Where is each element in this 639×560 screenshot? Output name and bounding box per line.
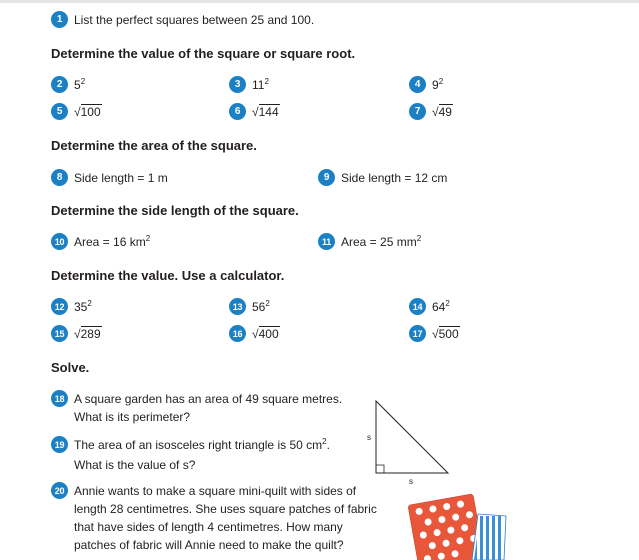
question-text: List the perfect squares between 25 and 100.	[74, 13, 315, 27]
fabric-patches-illustration	[400, 486, 510, 560]
question-number: 7	[409, 103, 426, 120]
question-number: 11	[318, 233, 335, 250]
power-expression	[252, 298, 270, 318]
question-line-text: The area of an isosceles right triangle is 50 cm	[74, 438, 323, 452]
side-label-left: s	[367, 433, 371, 442]
square-root-expression	[252, 325, 280, 343]
question-4	[409, 76, 443, 96]
question-text	[74, 436, 330, 474]
question-8	[51, 169, 168, 187]
question-20	[51, 482, 391, 554]
question-text	[341, 233, 421, 253]
section-heading-side-length: Determine the side length of the square.	[51, 203, 299, 218]
square-root-expression	[432, 103, 453, 121]
base: 64	[432, 300, 446, 314]
radicand: 289	[80, 327, 101, 341]
radical-sign: √	[74, 327, 81, 341]
power-expression	[432, 76, 443, 96]
square-root-expression	[252, 103, 280, 121]
base: 56	[252, 300, 266, 314]
question-text: Side length = 12 cm	[341, 171, 448, 185]
radical-sign: √	[432, 105, 439, 119]
question-number: 20	[51, 482, 68, 499]
question-number: 12	[51, 298, 68, 315]
question-number: 14	[409, 298, 426, 315]
question-number: 1	[51, 11, 68, 28]
radicand: 144	[258, 105, 279, 119]
question-text	[74, 233, 150, 253]
question-line: Annie wants to make a square mini-quilt with sides of	[74, 484, 357, 498]
base: 35	[74, 300, 88, 314]
section-heading-calculator: Determine the value. Use a calculator.	[51, 268, 285, 283]
power-expression	[432, 298, 450, 318]
radical-sign: √	[252, 105, 259, 119]
question-number: 3	[229, 76, 246, 93]
period: .	[326, 438, 330, 452]
question-7	[409, 103, 453, 121]
radical-sign: √	[74, 105, 81, 119]
side-label-bottom: s	[409, 477, 413, 486]
exponent: 2	[265, 299, 270, 308]
question-number: 9	[318, 169, 335, 186]
question-text: Side length = 1 m	[74, 171, 168, 185]
question-number: 19	[51, 436, 68, 453]
base: 5	[74, 78, 81, 92]
radicand: 100	[80, 105, 101, 119]
question-line: A square garden has an area of 49 square metres.	[74, 392, 343, 406]
question-3	[229, 76, 269, 96]
power-expression	[252, 76, 269, 96]
question-2	[51, 76, 85, 96]
base: 11	[252, 78, 265, 92]
question-14	[409, 298, 450, 318]
question-line: that have sides of length 4 centimetres. How many	[74, 520, 343, 534]
question-5	[51, 103, 102, 121]
question-18	[51, 390, 361, 426]
question-number: 6	[229, 103, 246, 120]
right-angle-marker	[376, 465, 384, 473]
exponent: 2	[264, 77, 269, 86]
triangle-shape	[376, 401, 448, 473]
exponent: 2	[445, 299, 450, 308]
exponent: 2	[87, 299, 92, 308]
square-root-expression	[74, 103, 102, 121]
power-expression	[74, 76, 85, 96]
unit-exponent: 2	[145, 234, 151, 243]
section-heading-square-or-root: Determine the value of the square or square root.	[51, 46, 356, 61]
question-1	[51, 11, 314, 29]
radical-sign: √	[432, 327, 439, 341]
section-heading-area: Determine the area of the square.	[51, 138, 257, 153]
question-line: What is its perimeter?	[74, 410, 191, 424]
section-heading-solve: Solve.	[51, 360, 90, 375]
base: 9	[432, 78, 439, 92]
area-text: Area = 16 km	[74, 235, 146, 249]
radicand: 400	[258, 327, 279, 341]
question-line: length 28 centimetres. She uses square patches of fabric	[74, 502, 377, 516]
question-number: 15	[51, 325, 68, 342]
question-number: 10	[51, 233, 68, 250]
question-number: 18	[51, 390, 68, 407]
square-root-expression	[432, 325, 460, 343]
exponent: 2	[80, 77, 86, 86]
question-13	[229, 298, 270, 318]
question-line: What is the value of s?	[74, 458, 196, 472]
question-number: 17	[409, 325, 426, 342]
question-text	[74, 482, 377, 554]
question-number: 4	[409, 76, 426, 93]
question-16	[229, 325, 280, 343]
question-9	[318, 169, 447, 187]
question-15	[51, 325, 102, 343]
unit-exponent: 2	[416, 234, 422, 243]
question-number: 13	[229, 298, 246, 315]
unit-exponent: 2	[322, 437, 327, 446]
top-border	[0, 0, 639, 3]
power-expression	[74, 298, 92, 318]
question-19	[51, 436, 361, 474]
question-number: 5	[51, 103, 68, 120]
question-11	[318, 233, 421, 253]
radicand: 49	[438, 105, 452, 119]
question-10	[51, 233, 150, 253]
square-root-expression	[74, 325, 102, 343]
radical-sign: √	[252, 327, 259, 341]
question-17	[409, 325, 460, 343]
right-triangle-diagram	[360, 392, 460, 488]
question-number: 8	[51, 169, 68, 186]
radicand: 500	[438, 327, 459, 341]
question-6	[229, 103, 280, 121]
exponent: 2	[438, 77, 444, 86]
area-text: Area = 25 mm	[341, 235, 417, 249]
question-text	[74, 390, 342, 426]
question-line	[74, 436, 330, 456]
blue-striped-patch	[472, 514, 506, 560]
question-number: 2	[51, 76, 68, 93]
question-12	[51, 298, 92, 318]
question-line: patches of fabric will Annie need to make the quilt?	[74, 538, 344, 552]
question-number: 16	[229, 325, 246, 342]
